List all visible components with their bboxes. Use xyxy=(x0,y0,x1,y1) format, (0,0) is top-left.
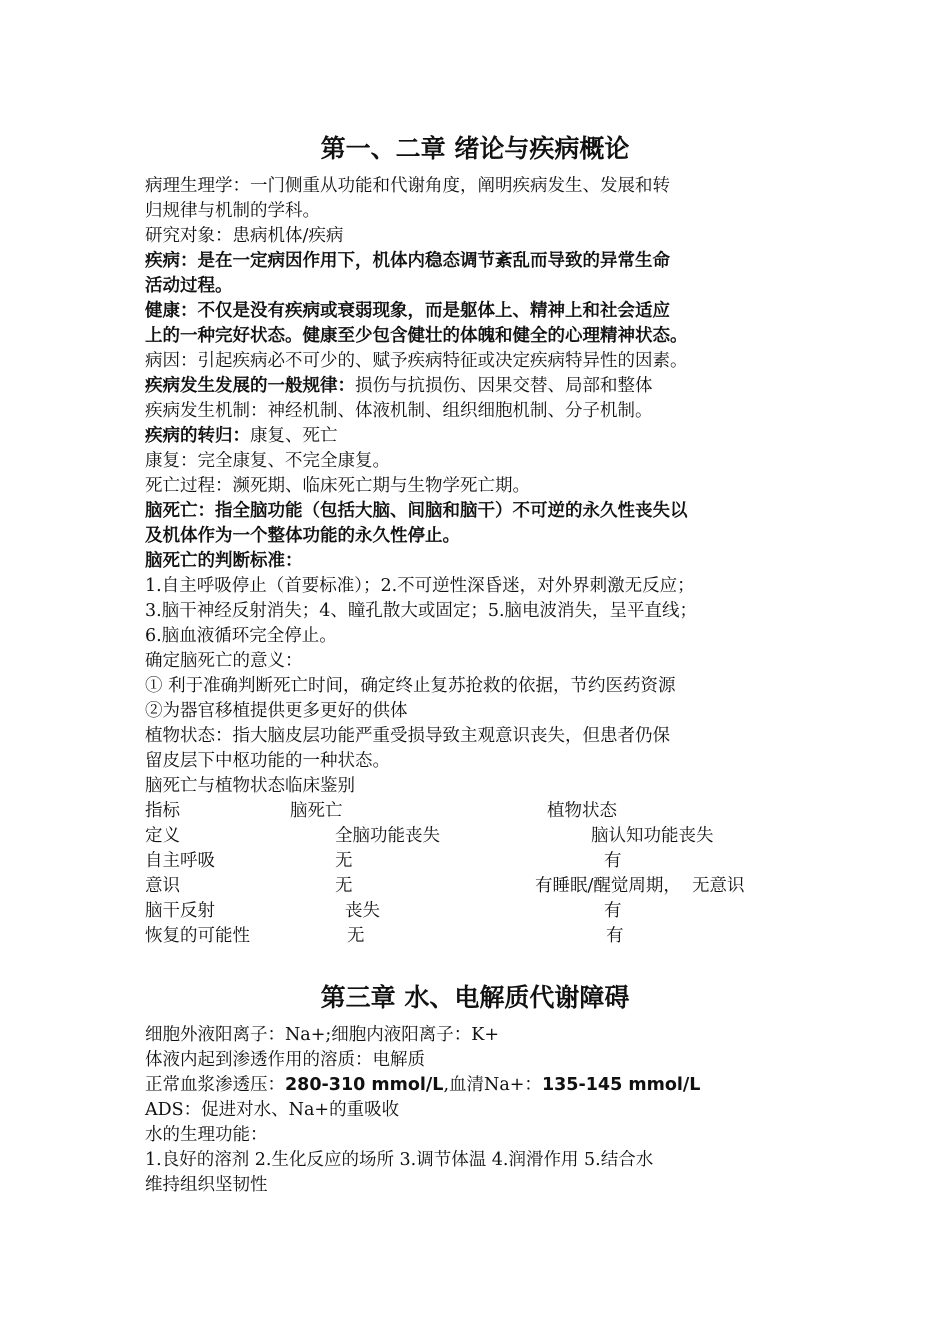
disease-outcome-line xyxy=(145,424,825,448)
disease-definition-line-1: 疾病：是在一定病因作用下，机体内稳态调节紊乱而导致的异常生命 xyxy=(145,251,670,271)
death-process: 死亡过程：濒死期、临床死亡期与生物学死亡期。 xyxy=(145,476,530,496)
pathogenesis-mechanism: 疾病发生机制：神经机制、体液机制、组织细胞机制、分子机制。 xyxy=(145,401,653,421)
ads-function: ADS：促进对水、Na+的重吸收 xyxy=(145,1100,400,1120)
pathophysiology-definition-line-2: 归规律与机制的学科。 xyxy=(145,201,320,221)
table-header-brain-death: 脑死亡 xyxy=(290,801,343,821)
table-cell-brain-death: 无 xyxy=(335,876,353,896)
brain-death-criteria-title: 脑死亡的判断标准： xyxy=(145,551,303,571)
brain-death-significance-title: 确定脑死亡的意义： xyxy=(145,651,303,671)
plasma-osmotic-pressure-line xyxy=(145,1073,825,1097)
table-header-vegetative-state: 植物状态 xyxy=(547,801,617,821)
water-function-line-1: 1.良好的溶剂 2.生化反应的场所 3.调节体温 4.润滑作用 5.结合水 xyxy=(145,1150,654,1170)
table-row-label: 意识 xyxy=(145,876,180,896)
pathophysiology-definition-line-1: 病理生理学：一门侧重从功能和代谢角度，阐明疾病发生、发展和转 xyxy=(145,176,670,196)
water-function-title: 水的生理功能： xyxy=(145,1125,268,1145)
table-header-indicator: 指标 xyxy=(145,801,180,821)
disease-outcome-text: 康复、死亡 xyxy=(250,426,338,446)
table-cell-vegetative: 有 xyxy=(604,851,622,871)
cation-distribution: 细胞外液阳离子：Na+;细胞内液阳离子：K+ xyxy=(145,1025,500,1045)
recovery-definition: 康复：完全康复、不完全康复。 xyxy=(145,451,390,471)
differential-diagnosis-title: 脑死亡与植物状态临床鉴别 xyxy=(145,776,355,796)
serum-sodium-value: 135-145 mmol/L xyxy=(541,1075,701,1095)
general-law-label: 疾病发生发展的一般规律： xyxy=(145,376,355,396)
disease-outcome-label: 疾病的转归： xyxy=(145,426,250,446)
table-cell-brain-death: 丧失 xyxy=(345,901,380,921)
brain-death-significance-2: ②为器官移植提供更多更好的供体 xyxy=(145,701,408,721)
disease-definition-line-2: 活动过程。 xyxy=(145,276,233,296)
etiology-definition: 病因：引起疾病必不可少的、赋予疾病特征或决定疾病特异性的因素。 xyxy=(145,351,688,371)
table-row-label: 脑干反射 xyxy=(145,901,215,921)
brain-death-definition-line-1: 脑死亡：指全脑功能（包括大脑、间脑和脑干）不可逆的永久性丧失以 xyxy=(145,501,688,521)
table-cell-brain-death: 无 xyxy=(347,926,365,946)
table-cell-vegetative: 有睡眠/醒觉周期， 无意识 xyxy=(535,876,745,896)
brain-death-criteria-line-2: 3.脑干神经反射消失；4、瞳孔散大或固定；5.脑电波消失，呈平直线； xyxy=(145,601,698,621)
vegetative-state-line-2: 留皮层下中枢功能的一种状态。 xyxy=(145,751,390,771)
table-cell-vegetative: 有 xyxy=(604,901,622,921)
health-definition-line-1: 健康：不仅是没有疾病或衰弱现象，而是躯体上、精神上和社会适应 xyxy=(145,301,670,321)
table-row-label: 定义 xyxy=(145,826,180,846)
table-row-label: 恢复的可能性 xyxy=(145,926,250,946)
water-function-line-2: 维持组织坚韧性 xyxy=(145,1175,268,1195)
plasma-osmotic-pressure-value: 280-310 mmol/L xyxy=(285,1075,444,1095)
brain-death-criteria-line-3: 6.脑血液循环完全停止。 xyxy=(145,626,337,646)
table-cell-brain-death: 无 xyxy=(335,851,353,871)
brain-death-significance-1: ① 利于准确判断死亡时间，确定终止复苏抢救的依据，节约医药资源 xyxy=(145,676,676,696)
general-law-text: 损伤与抗损伤、因果交替、局部和整体 xyxy=(355,376,653,396)
table-row-label: 自主呼吸 xyxy=(145,851,215,871)
table-cell-brain-death: 全脑功能丧失 xyxy=(335,826,440,846)
osmotic-solute: 体液内起到渗透作用的溶质：电解质 xyxy=(145,1050,425,1070)
brain-death-definition-line-2: 及机体作为一个整体功能的永久性停止。 xyxy=(145,526,460,546)
vegetative-state-line-1: 植物状态：指大脑皮层功能严重受损导致主观意识丧失，但患者仍保 xyxy=(145,726,670,746)
plasma-osmotic-pressure-label: 正常血浆渗透压： xyxy=(145,1075,285,1095)
health-definition-line-2: 上的一种完好状态。健康至少包含健壮的体魄和健全的心理精神状态。 xyxy=(145,326,688,346)
table-cell-vegetative: 脑认知功能丧失 xyxy=(591,826,714,846)
serum-sodium-label: ,血清Na+： xyxy=(443,1075,542,1095)
general-law-line xyxy=(145,374,825,398)
chapter-1-title: 第一、二章 绪论与疾病概论 xyxy=(320,134,630,163)
research-object: 研究对象：患病机体/疾病 xyxy=(145,226,344,246)
brain-death-criteria-line-1: 1.自主呼吸停止（首要标准）；2.不可逆性深昏迷，对外界刺激无反应； xyxy=(145,576,695,596)
table-cell-vegetative: 有 xyxy=(606,926,624,946)
chapter-3-title: 第三章 水、电解质代谢障碍 xyxy=(320,983,630,1012)
